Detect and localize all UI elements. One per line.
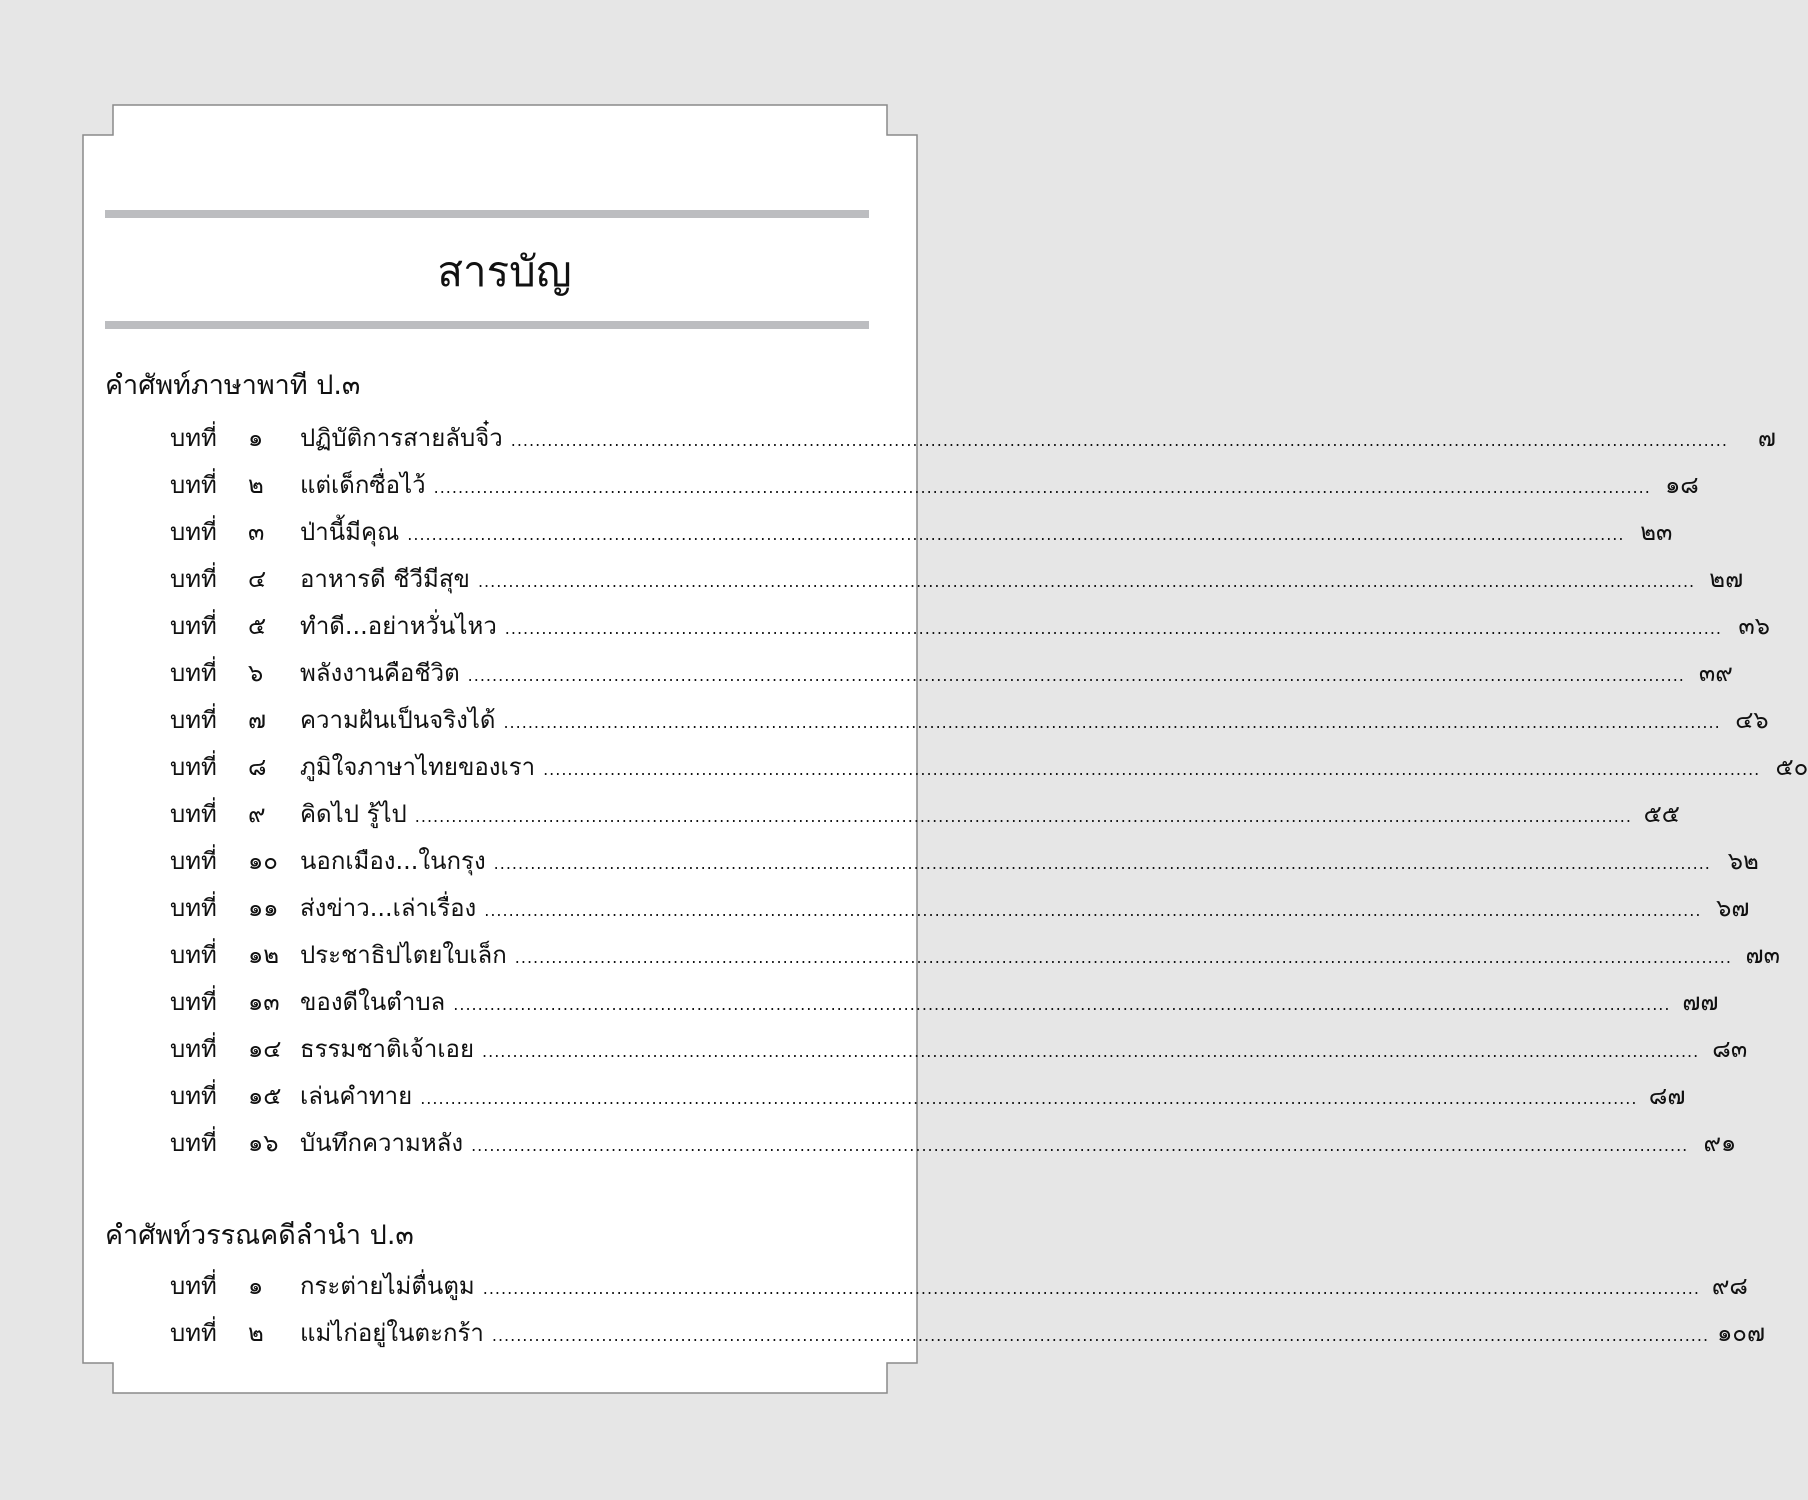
chapter-title: กระต่ายไม่ตื่นตูม xyxy=(300,1272,475,1300)
toc-entry[interactable] xyxy=(170,1029,1748,1069)
chapter-label: บทที่ xyxy=(170,659,217,687)
dot-leader: ........................................................................................................................................................................................................ xyxy=(467,666,1685,685)
dot-leader: ........................................................................................................................................................................................................ xyxy=(504,619,1722,638)
chapter-label: บทที่ xyxy=(170,565,217,593)
chapter-number: ๑ xyxy=(248,1272,264,1300)
chapter-number: ๑๐ xyxy=(248,847,278,875)
chapter-number: ๑๖ xyxy=(248,1129,279,1157)
toc-entry[interactable] xyxy=(170,700,1769,740)
page-number: ๖๒ xyxy=(1727,847,1759,875)
chapter-label: บทที่ xyxy=(170,1082,217,1110)
toc-entry[interactable] xyxy=(170,794,1680,834)
page-number: ๖๗ xyxy=(1716,894,1750,922)
chapter-label: บทที่ xyxy=(170,424,217,452)
page-number: ๗๗ xyxy=(1682,988,1719,1016)
chapter-label: บทที่ xyxy=(170,1272,217,1300)
dot-leader: ........................................................................................................................................................................................................ xyxy=(482,1279,1700,1298)
chapter-title: ทำดี...อย่าหวั่นไหว xyxy=(300,612,497,640)
page-number: ๙๑ xyxy=(1703,1129,1737,1157)
dot-leader: ........................................................................................................................................................................................................ xyxy=(503,713,1721,732)
page-number: ๔๖ xyxy=(1735,706,1769,734)
bottom-divider-bar xyxy=(105,321,869,329)
top-divider-bar xyxy=(105,210,869,218)
chapter-number: ๑๒ xyxy=(248,941,280,969)
toc-entry[interactable] xyxy=(170,559,1744,599)
page-number: ๒๓ xyxy=(1640,518,1673,546)
page-number: ๕๕ xyxy=(1643,800,1680,828)
chapter-number: ๕ xyxy=(248,612,267,640)
page-title: สารบัญ xyxy=(437,247,572,296)
chapter-label: บทที่ xyxy=(170,518,217,546)
dot-leader: ........................................................................................................................................................................................................ xyxy=(493,854,1711,873)
toc-entry[interactable] xyxy=(170,841,1759,881)
chapter-title: ส่งข่าว...เล่าเรื่อง xyxy=(300,894,477,922)
chapter-title: ธรรมชาติเจ้าเอย xyxy=(300,1035,475,1063)
dot-leader: ........................................................................................................................................................................................................ xyxy=(407,525,1625,544)
chapter-label: บทที่ xyxy=(170,753,217,781)
chapter-label: บทที่ xyxy=(170,894,217,922)
dot-leader: ........................................................................................................................................................................................................ xyxy=(514,948,1732,967)
page-number: ๘๓ xyxy=(1712,1035,1748,1063)
page-number: ๕๐ xyxy=(1775,753,1808,781)
chapter-title: แต่เด็กซื่อไว้ xyxy=(300,471,426,499)
toc-entry[interactable] xyxy=(170,418,1776,458)
toc-entry[interactable] xyxy=(170,935,1780,975)
section-heading: คำศัพท์ภาษาพาที ป.๓ xyxy=(105,370,361,401)
chapter-number: ๒ xyxy=(248,1319,264,1347)
page-number: ๘๗ xyxy=(1648,1082,1686,1110)
toc-entry[interactable] xyxy=(170,1266,1748,1306)
chapter-label: บทที่ xyxy=(170,1319,217,1347)
chapter-number: ๑๑ xyxy=(248,894,279,922)
dot-leader: ........................................................................................................................................................................................................ xyxy=(510,431,1728,450)
page-number: ๙๘ xyxy=(1711,1272,1748,1300)
chapter-label: บทที่ xyxy=(170,1129,217,1157)
toc-entry[interactable] xyxy=(170,653,1733,693)
dot-leader: ........................................................................................................................................................................................................ xyxy=(477,572,1696,591)
page-number: ๗๓ xyxy=(1745,941,1780,969)
page-number: ๗ xyxy=(1757,424,1776,452)
toc-entry[interactable] xyxy=(170,1123,1737,1163)
page-number: ๑๐๗ xyxy=(1717,1319,1765,1347)
chapter-number: ๑๓ xyxy=(248,988,280,1016)
chapter-number: ๑ xyxy=(248,424,264,452)
page-number: ๑๘ xyxy=(1665,471,1699,499)
chapter-title: ปฏิบัติการสายลับจิ๋ว xyxy=(300,424,503,452)
section-heading: คำศัพท์วรรณคดีลำนำ ป.๓ xyxy=(105,1220,414,1251)
chapter-title: อาหารดี ชีวีมีสุข xyxy=(300,565,470,593)
chapter-label: บทที่ xyxy=(170,941,217,969)
chapter-number: ๘ xyxy=(248,753,267,781)
chapter-title: แม่ไก่อยู่ในตะกร้า xyxy=(300,1319,484,1347)
toc-entry[interactable] xyxy=(170,1076,1686,1116)
chapter-number: ๑๔ xyxy=(248,1035,282,1063)
page-number: ๓๙ xyxy=(1698,659,1733,687)
dot-leader: ........................................................................................................................................................................................................ xyxy=(433,478,1651,497)
page-number: ๓๖ xyxy=(1738,612,1770,640)
dot-leader: ........................................................................................................................................................................................................ xyxy=(484,901,1702,920)
chapter-number: ๖ xyxy=(248,659,264,687)
dot-leader: ........................................................................................................................................................................................................ xyxy=(420,1089,1638,1108)
chapter-label: บทที่ xyxy=(170,988,217,1016)
chapter-title: บันทึกความหลัง xyxy=(300,1129,464,1157)
toc-entry[interactable] xyxy=(170,512,1673,552)
chapter-label: บทที่ xyxy=(170,471,217,499)
toc-entry[interactable] xyxy=(170,465,1699,505)
toc-entry[interactable] xyxy=(170,747,1808,787)
toc-entry[interactable] xyxy=(170,888,1750,928)
dot-leader: ........................................................................................................................................................................................................ xyxy=(453,995,1671,1014)
chapter-label: บทที่ xyxy=(170,612,217,640)
dot-leader: ........................................................................................................................................................................................................ xyxy=(543,760,1761,779)
dot-leader: ........................................................................................................................................................................................................ xyxy=(414,807,1632,826)
chapter-number: ๒ xyxy=(248,471,264,499)
chapter-label: บทที่ xyxy=(170,1035,217,1063)
chapter-label: บทที่ xyxy=(170,800,217,828)
chapter-label: บทที่ xyxy=(170,847,217,875)
dot-leader: ........................................................................................................................................................................................................ xyxy=(491,1326,1710,1345)
chapter-title: พลังงานคือชีวิต xyxy=(300,659,460,687)
chapter-title: เล่นคำทาย xyxy=(300,1082,413,1110)
toc-entry[interactable] xyxy=(170,982,1719,1022)
chapter-title: ของดีในตำบล xyxy=(300,988,446,1016)
chapter-number: ๑๕ xyxy=(248,1082,282,1110)
dot-leader: ........................................................................................................................................................................................................ xyxy=(482,1042,1700,1061)
chapter-title: ประชาธิปไตยใบเล็ก xyxy=(300,941,507,969)
chapter-label: บทที่ xyxy=(170,706,217,734)
page-number: ๒๗ xyxy=(1709,565,1744,593)
toc-entry[interactable] xyxy=(170,606,1770,646)
chapter-title: ป่านี้มีคุณ xyxy=(300,518,400,546)
dot-leader: ........................................................................................................................................................................................................ xyxy=(471,1136,1689,1155)
chapter-title: ความฝันเป็นจริงได้ xyxy=(300,706,496,734)
chapter-title: คิดไป รู้ไป xyxy=(300,800,407,828)
chapter-title: นอกเมือง...ในกรุง xyxy=(300,847,486,875)
toc-entry[interactable] xyxy=(170,1313,1765,1353)
chapter-number: ๔ xyxy=(248,565,267,593)
chapter-number: ๗ xyxy=(248,706,267,734)
chapter-number: ๓ xyxy=(248,518,265,546)
chapter-number: ๙ xyxy=(248,800,266,828)
chapter-title: ภูมิใจภาษาไทยของเรา xyxy=(300,753,536,781)
